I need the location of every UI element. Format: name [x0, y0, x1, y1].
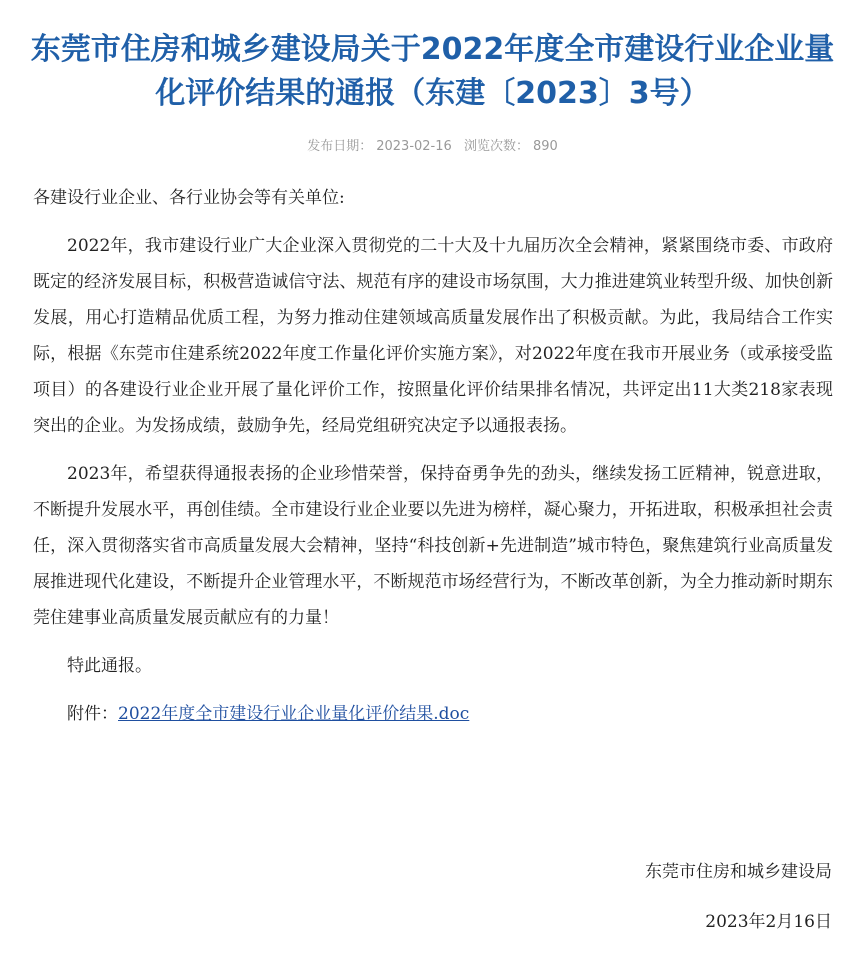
closing-line: 特此通报。: [67, 656, 152, 676]
attachment-link[interactable]: 2022年度全市建设行业企业量化评价结果.doc: [118, 704, 470, 724]
signature-org: 东莞市住房和城乡建设局: [645, 862, 832, 882]
attachment-line: [33, 696, 833, 732]
publish-date: [305, 139, 454, 154]
attachment-label: 附件：: [67, 704, 118, 724]
view-count: [462, 139, 560, 154]
view-count-label: 浏览次数：: [463, 139, 529, 154]
paragraph: 2023年，希望获得通报表扬的企业珍惜荣誉，保持奋勇争先的劲头，继续发扬工匠精神，锐意进取，不断提升发展水平，再创佳绩。全市建设行业企业要以先进为榜样，凝心聚力，开拓进取，积极承担社会责任，深入贯彻落实省市高质量发展大会精神，坚持“科技创新+先进制造”城市特色，聚焦建筑行业高质量发展推进现代化建设，不断提升企业管理水平，不断规范市场经营行为，不断改革创新，为全力推动新时期东莞住建事业高质量发展贡献应有的力量！: [33, 464, 833, 628]
publish-date-label: 发布日期：: [307, 139, 373, 154]
article-meta: [0, 137, 865, 157]
signature-date: 2023年2月16日: [705, 912, 832, 932]
salutation: 各建设行业企业、各行业协会等有关单位:: [33, 188, 345, 208]
paragraph: 2022年，我市建设行业广大企业深入贯彻党的二十大及十九届历次全会精神，紧紧围绕市委、市政府既定的经济发展目标，积极营造诚信守法、规范有序的建设市场氛围，大力推进建筑业转型升级、加快创新发展，用心打造精品优质工程，为努力推动住建领域高质量发展作出了积极贡献。为此，我局结合工作实际，根据《东莞市住建系统2022年度工作量化评价实施方案》，对2022年度在我市开展业务（或承接受监项目）的各建设行业企业开展了量化评价工作，按照量化评价结果排名情况，共评定出11大类218家表现突出的企业。为发扬成绩，鼓励争先，经局党组研究决定予以通报表扬。: [33, 236, 833, 436]
view-count-value: 890: [532, 139, 558, 154]
publish-date-value: 2023-02-16: [376, 139, 452, 154]
article-body: [33, 180, 833, 732]
signature-block: [645, 854, 832, 940]
page-title: 东莞市住房和城乡建设局关于2022年度全市建设行业企业量化评价结果的通报（东建〔2023〕3号）: [30, 32, 835, 111]
